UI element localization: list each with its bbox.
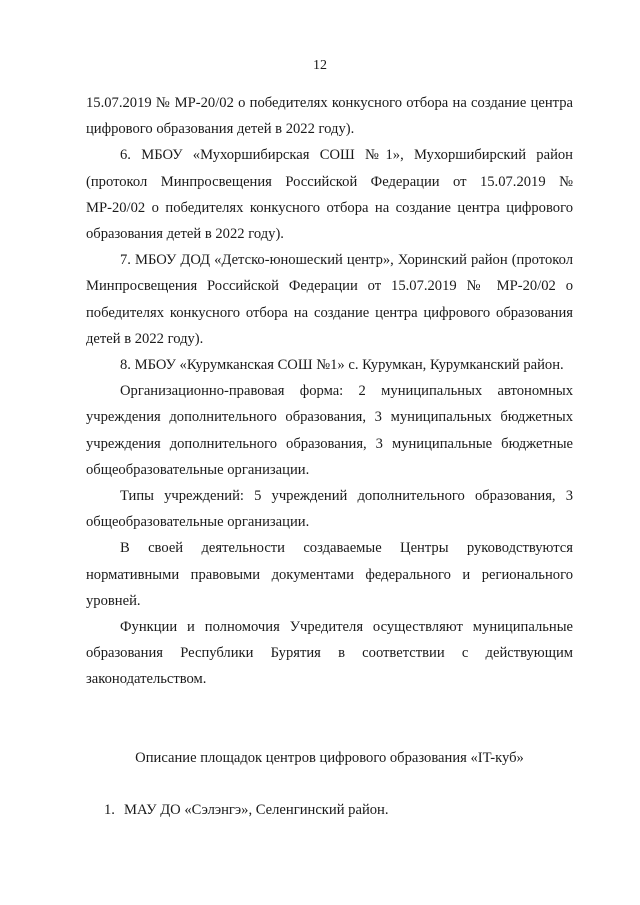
heading-spacer — [86, 771, 573, 797]
list-item — [86, 797, 573, 823]
paragraph-founder-functions: Функции и полномочия Учредителя осуществляют муниципальные образования Республики Бурятия в соответствии с действующим законодательством. — [86, 619, 573, 688]
paragraph-legal-form: Организационно-правовая форма: 2 муниципальных автономных учреждения дополнительного образования, 3 муниципальных бюджетных учреждения дополнительного образования, 3 муниципальные бюджетные общеобразовательные организации. — [86, 383, 573, 478]
paragraph-item-7: 7. МБОУ ДОД «Детско-юношеский центр», Хоринский район (протокол Минпросвещения Российской Федерации от 15.07.2019 № МР-20/02 о победителях конкусного отбора на создание центра цифрового образования детей в 2022 году). — [86, 252, 573, 347]
paragraph-item-6: 6. МБОУ «Мухоршибирская СОШ №1», Мухоршибирский район (протокол Минпросвещения Российской Федерации от 15.07.2019 № МР-20/02 о победителях конкусного отбора на создание центра цифрового образования детей в 2022 году). — [86, 147, 573, 243]
paragraph-item-8: 8. МБОУ «Курумканская СОШ №1» с. Курумкан, Курумканский район. — [120, 357, 564, 374]
list-item-number: 1. — [104, 801, 115, 818]
section-heading: Описание площадок центров цифрового образования «IT-куб» — [135, 749, 524, 766]
paragraph-continuation: 15.07.2019 № МР-20/02 о победителях конкусного отбора на создание центра цифрового образования детей в 2022 году). — [86, 95, 573, 138]
paragraph-regulation: В своей деятельности создаваемые Центры руководствуются нормативными правовыми документами федерального и регионального уровней. — [86, 540, 573, 609]
page-number: 12 — [313, 58, 327, 73]
document-body — [86, 90, 573, 823]
list-item-text: МАУ ДО «Сэлэнгэ», Селенгинский район. — [124, 801, 389, 818]
section-spacer — [86, 693, 573, 745]
paragraph-institution-types: Типы учреждений: 5 учреждений дополнительного образования, 3 общеобразовательные организации. — [86, 488, 573, 531]
